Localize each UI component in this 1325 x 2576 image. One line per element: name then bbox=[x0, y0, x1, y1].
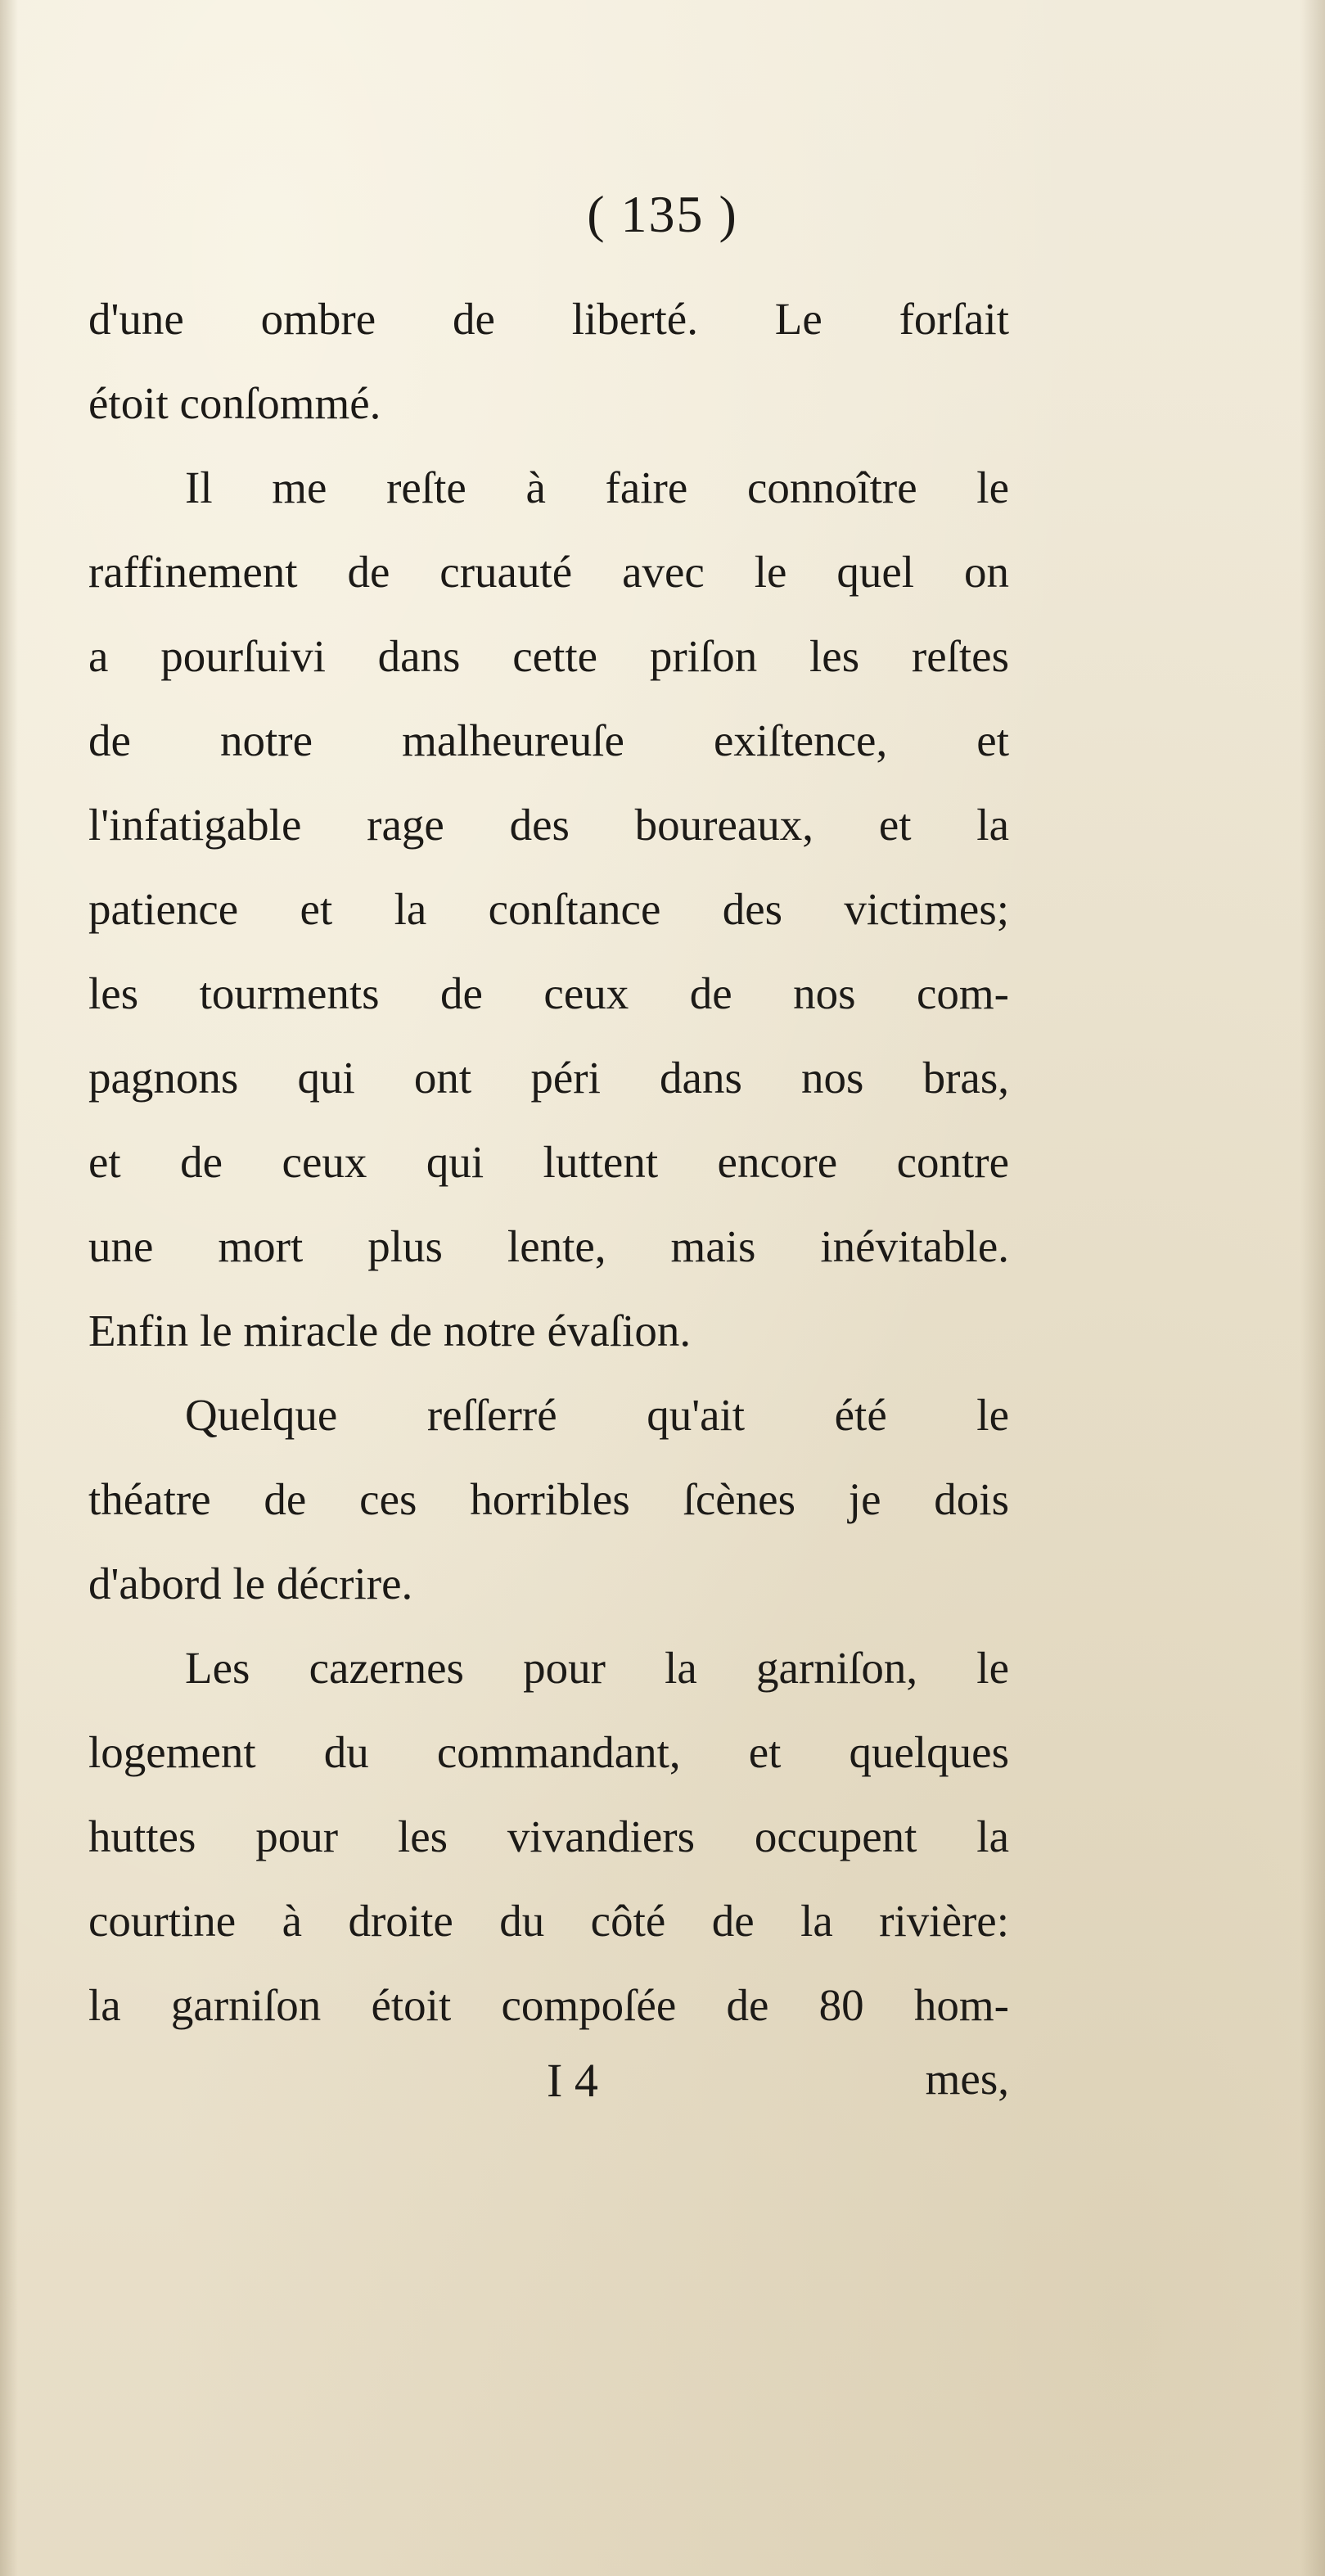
text-line: a pourſuivi dans cette priſon les reſtes bbox=[88, 631, 1009, 681]
text-line: logement du commandant, et quelques bbox=[88, 1727, 1009, 1777]
text-line: et de ceux qui luttent encore contre bbox=[88, 1137, 1009, 1187]
text-line: étoit conſommé. bbox=[88, 378, 381, 428]
text-line: huttes pour les vivandiers occupent la bbox=[88, 1811, 1009, 1861]
text-line: courtine à droite du côté de la rivière: bbox=[88, 1896, 1009, 1946]
body-text bbox=[88, 277, 1009, 2047]
text-line: la garniſon étoit compoſée de 80 hom- bbox=[88, 1980, 1009, 2030]
text-line: de notre malheureuſe exiſtence, et bbox=[88, 715, 1009, 765]
text-line: d'une ombre de liberté. Le forſait bbox=[88, 294, 1009, 344]
text-line: Quelque reſſerré qu'ait été le bbox=[185, 1390, 1009, 1440]
text-line: une mort plus lente, mais inévitable. bbox=[88, 1221, 1009, 1271]
text-line: pagnons qui ont péri dans nos bras, bbox=[88, 1053, 1009, 1103]
page-footer bbox=[88, 2053, 1009, 2135]
text-line: patience et la conſtance des victimes; bbox=[88, 884, 1009, 934]
text-line: Il me reſte à faire connoître le bbox=[185, 462, 1009, 512]
text-line: Enfin le miracle de notre évaſion. bbox=[88, 1306, 692, 1356]
page-number: ( 135 ) bbox=[587, 185, 738, 243]
text-line: d'abord le décrire. bbox=[88, 1559, 413, 1608]
catchword: mes, bbox=[925, 2054, 1009, 2104]
text-line: les tourments de ceux de nos com- bbox=[88, 968, 1009, 1018]
text-line: Les cazernes pour la garniſon, le bbox=[185, 1643, 1009, 1693]
text-line: l'infatigable rage des boureaux, et la bbox=[88, 800, 1009, 850]
text-line: raffinement de cruauté avec le quel on bbox=[88, 547, 1009, 597]
text-line: théatre de ces horribles ſcènes je dois bbox=[88, 1474, 1009, 1524]
page-edge-shadow-left bbox=[0, 0, 18, 2576]
page-edge-shadow-right bbox=[1300, 0, 1325, 2576]
signature-mark: I 4 bbox=[547, 2054, 598, 2107]
